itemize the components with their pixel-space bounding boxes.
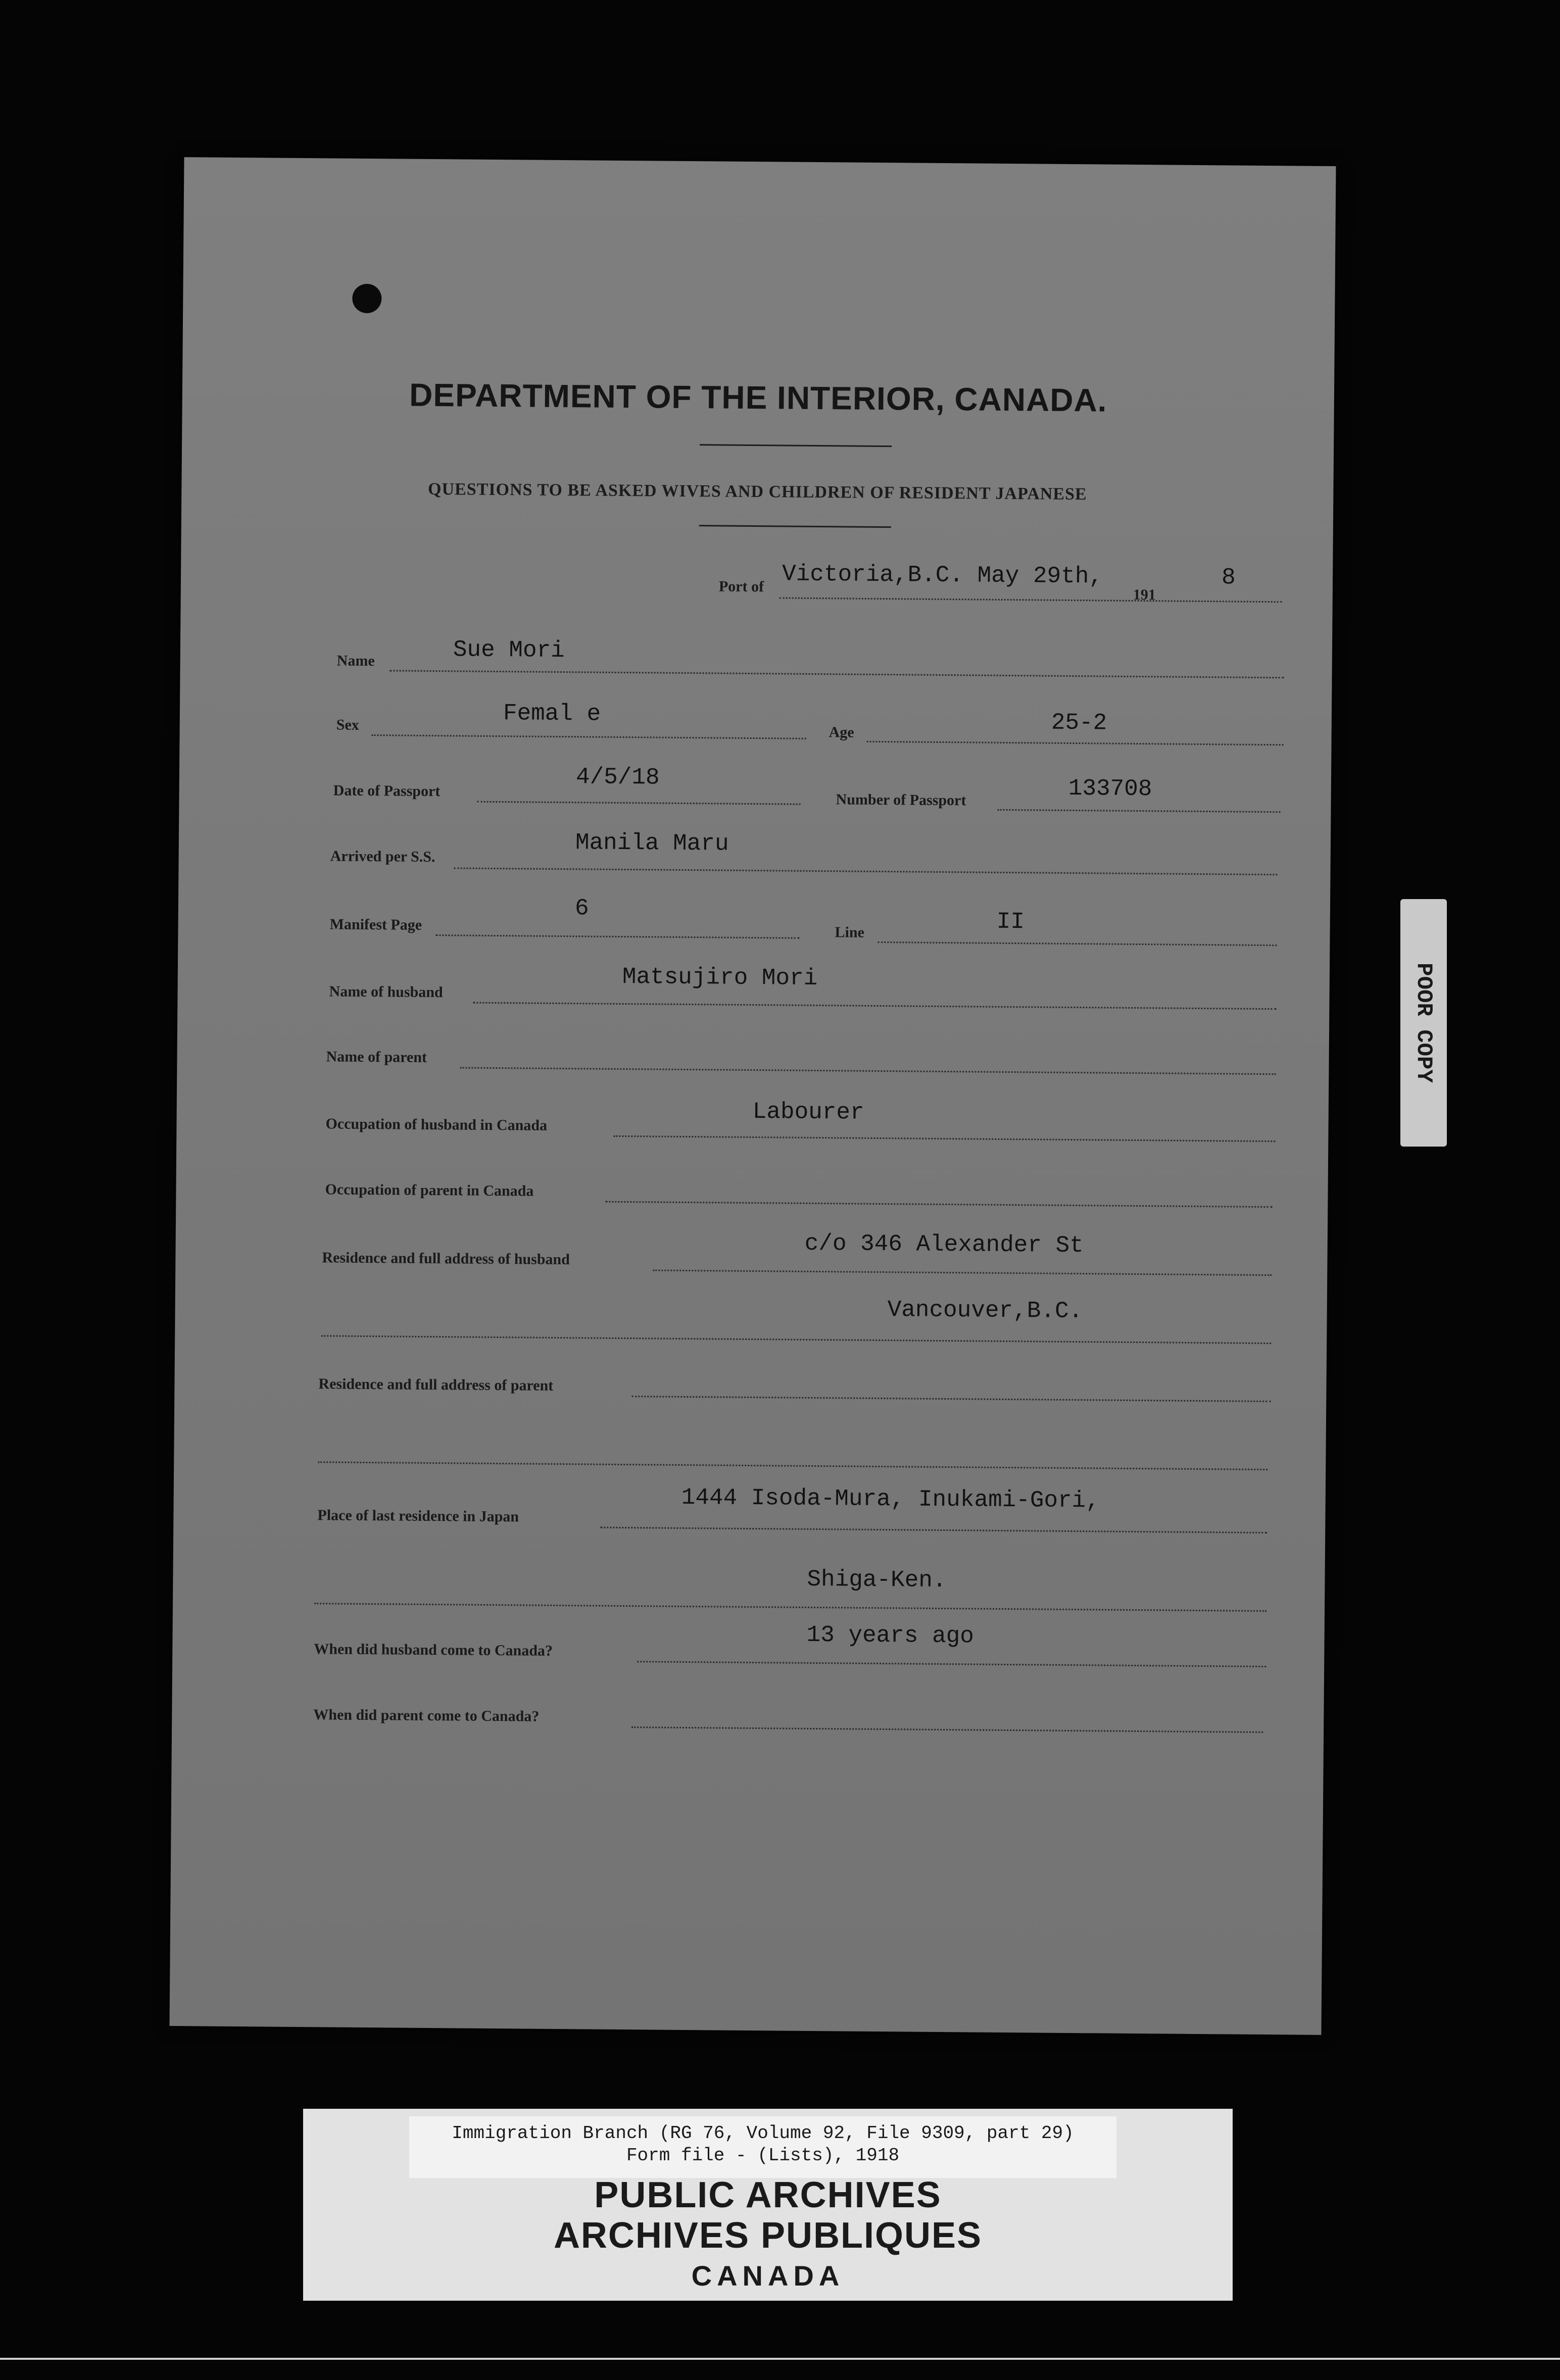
age-value: 25-2 (1051, 709, 1107, 736)
husband-name-value: Matsujiro Mori (622, 963, 818, 991)
arrived-line (454, 867, 1278, 875)
parent-name-label: Name of parent (326, 1048, 427, 1066)
line-label: Line (835, 924, 865, 941)
archive-reference-line-2: Form file - (Lists), 1918 (626, 2145, 900, 2166)
last-residence-line (600, 1527, 1267, 1533)
husband-came-value: 13 years ago (806, 1621, 974, 1650)
last-residence-value-2: Shiga-Ken. (807, 1566, 947, 1594)
form-title: DEPARTMENT OF THE INTERIOR, CANADA. (409, 376, 1107, 419)
husband-name-line (473, 1002, 1276, 1010)
archive-reference-line-1: Immigration Branch (RG 76, Volume 92, File 9309, part 29) (452, 2123, 1074, 2144)
husband-residence-value-2: Vancouver,B.C. (887, 1297, 1083, 1325)
husband-came-line (637, 1661, 1266, 1667)
archive-label (303, 2109, 1233, 2301)
manifest-page-label: Manifest Page (329, 916, 422, 933)
husband-occupation-value: Labourer (752, 1098, 864, 1126)
husband-residence-label: Residence and full address of husband (322, 1249, 570, 1268)
passport-date-value: 4/5/18 (575, 764, 660, 791)
parent-occupation-line (605, 1201, 1272, 1208)
husband-occupation-line (613, 1135, 1275, 1142)
name-line (390, 670, 1284, 678)
form-page (170, 157, 1336, 2035)
year-prefix: 191 (1133, 586, 1156, 604)
parent-residence-line-2 (318, 1461, 1268, 1470)
passport-number-label: Number of Passport (836, 791, 966, 809)
husband-name-label: Name of husband (329, 983, 443, 1001)
film-edge-line (0, 2358, 1560, 2360)
line-line (878, 941, 1277, 946)
parent-came-line (631, 1726, 1263, 1733)
last-residence-label: Place of last residence in Japan (317, 1507, 519, 1525)
passport-number-value: 133708 (1068, 775, 1152, 803)
parent-residence-label: Residence and full address of parent (318, 1375, 554, 1394)
punch-hole (352, 284, 381, 313)
subtitle-rule (699, 525, 891, 528)
port-line (779, 597, 1282, 603)
poor-copy-text: POOR COPY (1411, 963, 1436, 1083)
archive-name-english: PUBLIC ARCHIVES (594, 2175, 942, 2215)
husband-residence-line (653, 1269, 1272, 1276)
husband-came-label: When did husband come to Canada? (314, 1641, 553, 1659)
arrived-value: Manila Maru (575, 829, 729, 857)
parent-came-label: When did parent come to Canada? (313, 1706, 540, 1725)
port-value: Victoria,B.C. May 29th, (782, 561, 1103, 590)
port-label: Port of (718, 578, 764, 596)
age-line (867, 741, 1284, 746)
last-residence-line-2 (314, 1603, 1266, 1612)
name-value: Sue Mori (453, 636, 565, 664)
passport-number-line (997, 809, 1280, 813)
manifest-page-value: 6 (574, 895, 589, 922)
name-label: Name (336, 652, 375, 670)
arrived-label: Arrived per S.S. (330, 848, 435, 866)
sex-line (372, 734, 806, 739)
last-residence-value: 1444 Isoda-Mura, Inukami-Gori, (681, 1484, 1100, 1514)
archive-country: CANADA (691, 2260, 845, 2292)
parent-residence-line (631, 1396, 1271, 1402)
title-rule (700, 444, 892, 447)
sex-label: Sex (336, 716, 359, 733)
husband-occupation-label: Occupation of husband in Canada (325, 1115, 548, 1134)
archive-name-french: ARCHIVES PUBLIQUES (553, 2215, 983, 2256)
form-subtitle: QUESTIONS TO BE ASKED WIVES AND CHILDREN OF RESIDENT JAPANESE (427, 479, 1087, 504)
archive-reference (409, 2116, 1116, 2178)
parent-name-line (460, 1067, 1276, 1075)
husband-residence-value: c/o 346 Alexander St (804, 1230, 1084, 1259)
manifest-page-line (435, 934, 799, 939)
passport-date-line (477, 801, 801, 805)
parent-occupation-label: Occupation of parent in Canada (325, 1181, 534, 1200)
sex-value: Femal e (503, 700, 601, 727)
age-label: Age (828, 724, 854, 741)
passport-date-label: Date of Passport (333, 782, 441, 800)
line-value: II (996, 908, 1025, 935)
husband-residence-line-2 (321, 1335, 1271, 1344)
poor-copy-tag (1400, 899, 1447, 1147)
year-suffix: 8 (1221, 564, 1236, 591)
